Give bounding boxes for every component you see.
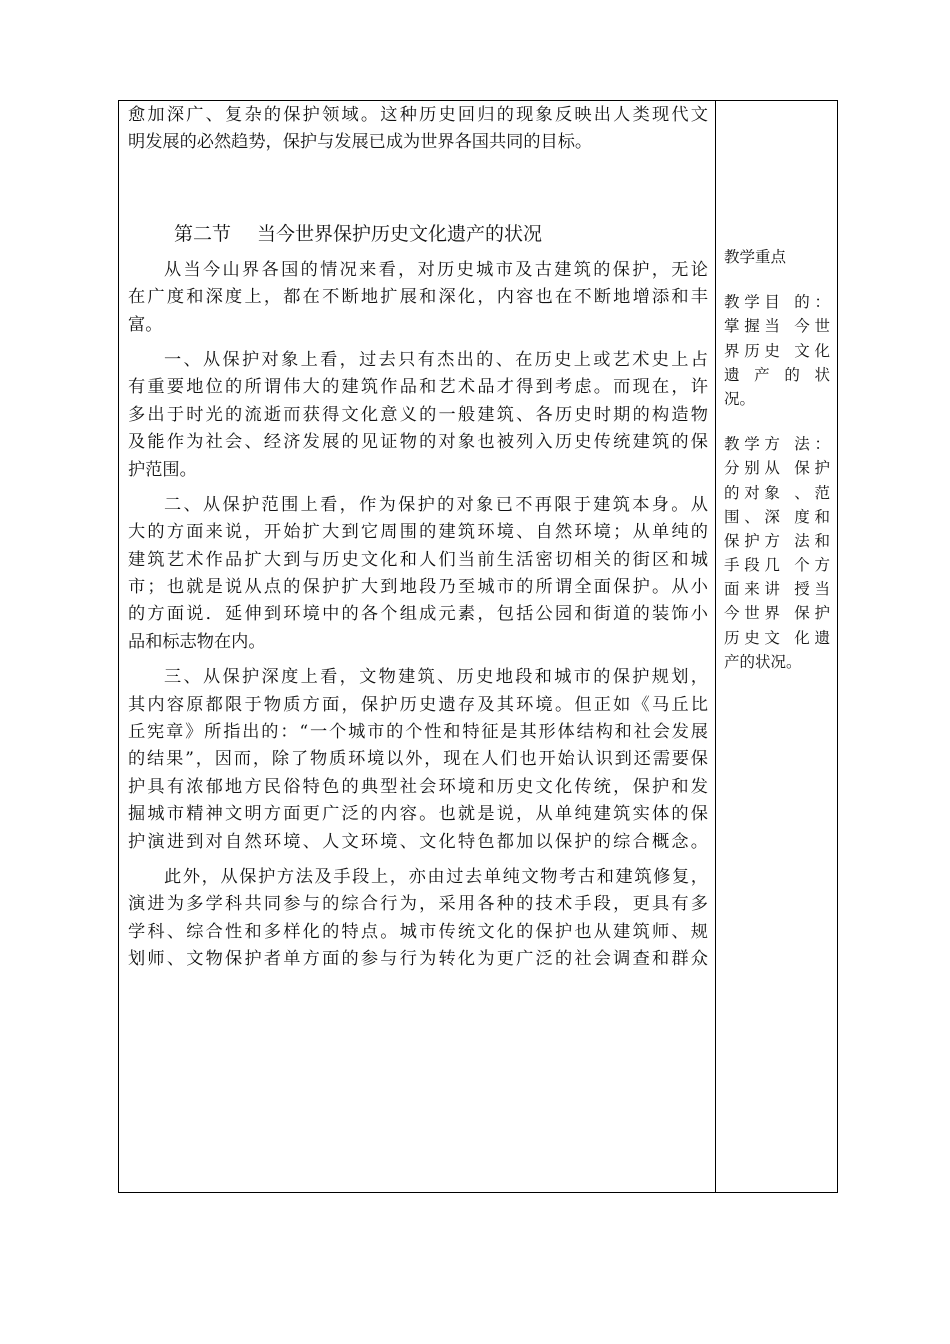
- text-line: 大的方面来说，开始扩大到它周围的建筑环境、自然环境；从单纯的: [128, 522, 708, 543]
- note-line: 掌握当 今世: [724, 317, 830, 336]
- column-divider: [715, 100, 716, 1193]
- main-text-column: [128, 102, 708, 974]
- text-line: 护演进到对自然环境、人文环境、文化特色都加以保护的综合概念。: [128, 831, 708, 852]
- teaching-objective: [724, 290, 830, 411]
- teaching-method: [724, 432, 830, 674]
- paragraph: [128, 664, 708, 856]
- text-line: 划师、文物保护者单方面的参与行为转化为更广泛的社会调查和群众: [128, 949, 708, 970]
- text-line: 明发展的必然趋势，保护与发展已成为世界各国共同的目标。: [128, 132, 593, 153]
- text-line: 市；也就是说从点的保护扩大到地段乃至城市的所谓全面保护。从小: [128, 577, 708, 598]
- text-line: 二、从保护范围上看，作为保护的对象已不再限于建筑本身。从: [164, 494, 708, 515]
- intro-paragraph: [128, 102, 708, 157]
- note-line: 遗 产 的 状: [724, 365, 830, 384]
- note-line: 的对象 、范: [724, 483, 830, 502]
- teaching-notes-column: [724, 245, 830, 674]
- text-line: 掘城市精神文明方面更广泛的内容。也就是说，从单纯建筑实体的保: [128, 804, 708, 825]
- note-line: 今世界 保护: [724, 604, 830, 623]
- text-line: 一、从保护对象上看，过去只有杰出的、在历史上或艺术史上占: [164, 349, 708, 370]
- note-line: 手段几 个方: [724, 556, 830, 575]
- text-line: 护范围。: [128, 459, 197, 480]
- text-line: 此外，从保护方法及手段上，亦由过去单纯文物考古和建筑修复，: [164, 866, 708, 887]
- note-line: 分别从 保护: [724, 459, 830, 478]
- key-point-label: 教学重点: [724, 248, 787, 266]
- text-line: 护具有浓郁地方民俗特色的典型社会环境和历史文化传统，保护和发: [128, 776, 708, 797]
- text-line: 建筑艺术作品扩大到与历史文化和人们当前生活密切相关的街区和城: [128, 549, 708, 570]
- note-line: 历史文 化遗: [724, 628, 830, 647]
- section-number: 第二节: [174, 222, 232, 245]
- section-title: 当今世界保护历史文化遗产的状况: [257, 222, 543, 245]
- text-line: 演进为多学科共同参与的综合行为，采用各种的技术手段，更具有多: [128, 894, 708, 915]
- paragraph: [128, 864, 708, 974]
- paragraph: [128, 347, 708, 484]
- text-line: 三、从保护深度上看，文物建筑、历史地段和城市的保护规划，: [164, 667, 708, 688]
- text-line: 的结果”，因而，除了物质环境以外，现在人们也开始认识到还需要保: [128, 749, 708, 770]
- text-line: 的方面说．延伸到环境中的各个组成元素，包括公园和街道的装饰小: [128, 604, 708, 625]
- text-line: 学科、综合性和多样化的特点。城市传统文化的保护也从建筑师、规: [128, 921, 708, 942]
- note-line: 产的状况。: [724, 652, 802, 671]
- note-line: 保护方 法和: [724, 531, 830, 550]
- text-line: 丘宪章》所指出的：“一个城市的个性和特征是其形体结构和社会发展: [128, 722, 708, 743]
- note-line: 面来讲 授当: [724, 580, 830, 599]
- text-line: 在广度和深度上，都在不断地扩展和深化，内容也在不断地增添和丰: [128, 287, 708, 308]
- note-line: 教学方 法：: [724, 435, 830, 454]
- note-line: 况。: [724, 389, 756, 408]
- section-heading: [128, 219, 708, 249]
- paragraph: [128, 492, 708, 656]
- note-line: 围、深 度和: [724, 507, 830, 526]
- text-line: 及能作为社会、经济发展的见证物的对象也被列入历史传统建筑的保: [128, 432, 708, 453]
- text-line: 富。: [128, 314, 163, 335]
- paragraph: [128, 257, 708, 339]
- text-line: 从当今山界各国的情况来看，对历史城市及古建筑的保护，无论: [164, 259, 708, 280]
- text-line: 有重要地位的所谓伟大的建筑作品和艺术品才得到考虑。而现在，许: [128, 377, 708, 398]
- text-line: 其内容原都限于物质方面，保护历史遗存及其环境。但正如《马丘比: [128, 694, 708, 715]
- text-line: 多出于时光的流逝而获得文化意义的一般建筑、各历史时期的构造物: [128, 404, 708, 425]
- note-line: 教学目 的：: [724, 293, 830, 312]
- text-line: 愈加深广、复杂的保护领域。这种历史回归的现象反映出人类现代文: [128, 105, 708, 125]
- text-line: 品和标志物在内。: [128, 631, 266, 652]
- note-line: 界历史 文化: [724, 341, 830, 360]
